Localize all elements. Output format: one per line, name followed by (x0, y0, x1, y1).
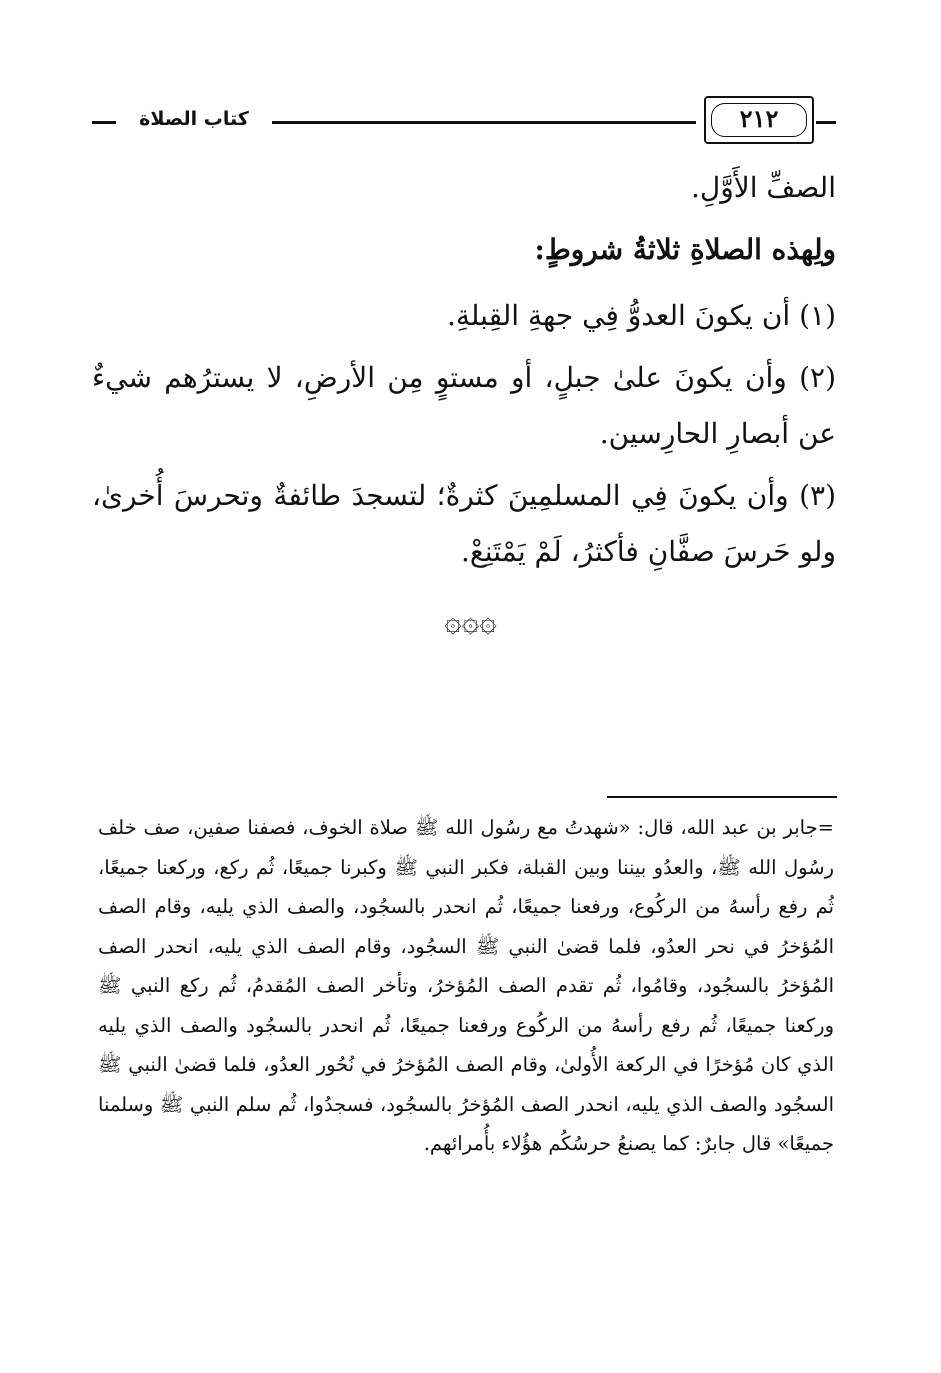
main-text (92, 160, 836, 580)
page-number-frame (704, 96, 814, 144)
condition-2: (٢) وأن يكونَ علىٰ جبلٍ، أو مستوٍ مِن الأرضِ، لا يسترُهم شيءٌ عن أبصارِ الحارِسين. (92, 361, 836, 450)
condition-3: (٣) وأن يكونَ فِي المسلمِينَ كثرةٌ؛ لتسجدَ طائفةٌ وتحرسَ أُخرىٰ، ولو حَرسَ صفَّانِ فأكثرُ، لَمْ يَمْتَنِعْ. (92, 479, 836, 568)
header-rule-middle (272, 121, 696, 124)
conditions-intro: ولِهذه الصلاةِ ثلاثةُ شروطٍ: (534, 233, 836, 266)
header-rule-left (92, 121, 116, 124)
section-separator-stars: ۞۞۞ (444, 604, 497, 639)
footnote-text: =جابر بن عبد الله، قال: «شهدتُ مع رسُول الله ﷺ صلاة الخوف، فصفنا صفين، صف خلف رسُول الله ﷺ، والعدُو بيننا وبين القبلة، فكبر النبي ﷺ وكبرنا جميعًا، ثُم ركع، وركعنا جميعًا، ثُم رفع رأسهُ من الركُوع، ورفعنا جميعًا، ثُم انحدر بالسجُود، والصف الذي يليه، وقام الصف المُؤخرُ في نحر العدُو، فلما قضىٰ النبي ﷺ السجُود، وقام الصف الذي يليه، انحدر الصف المُؤخرُ بالسجُود، وقامُوا، ثُم تقدم الصف المُؤخرُ، وتأخر الصف المُقدمُ، ثُم ركع النبي ﷺ وركعنا جميعًا، ثُم رفع رأسهُ من الركُوع ورفعنا جميعًا، ثُم انحدر بالسجُود والصف الذي يليه الذي كان مُؤخرًا في الركعة الأُولىٰ، وقام الصف المُؤخرُ في نُحُور العدُو، فلما قضىٰ النبي ﷺ السجُود والصف الذي يليه، انحدر الصف المُؤخرُ بالسجُود، فسجدُوا، ثُم سلم النبي ﷺ وسلمنا جميعًا» قال جابرٌ: كما يصنعُ حرسُكُم هؤُلاء بأُمرائهم. (98, 816, 834, 1155)
condition-1: (١) أن يكونَ العدوُّ فِي جهةِ القِبلةِ. (446, 299, 836, 332)
header-rule-right (816, 121, 836, 124)
page-number: ٢١٢ (739, 104, 779, 133)
footnote-rule (607, 796, 837, 798)
running-title: كتاب الصلاة (139, 108, 249, 130)
footnote (98, 808, 834, 1164)
continuation-line: الصفِّ الأَوَّلِ. (691, 171, 836, 204)
page-header (92, 96, 836, 150)
